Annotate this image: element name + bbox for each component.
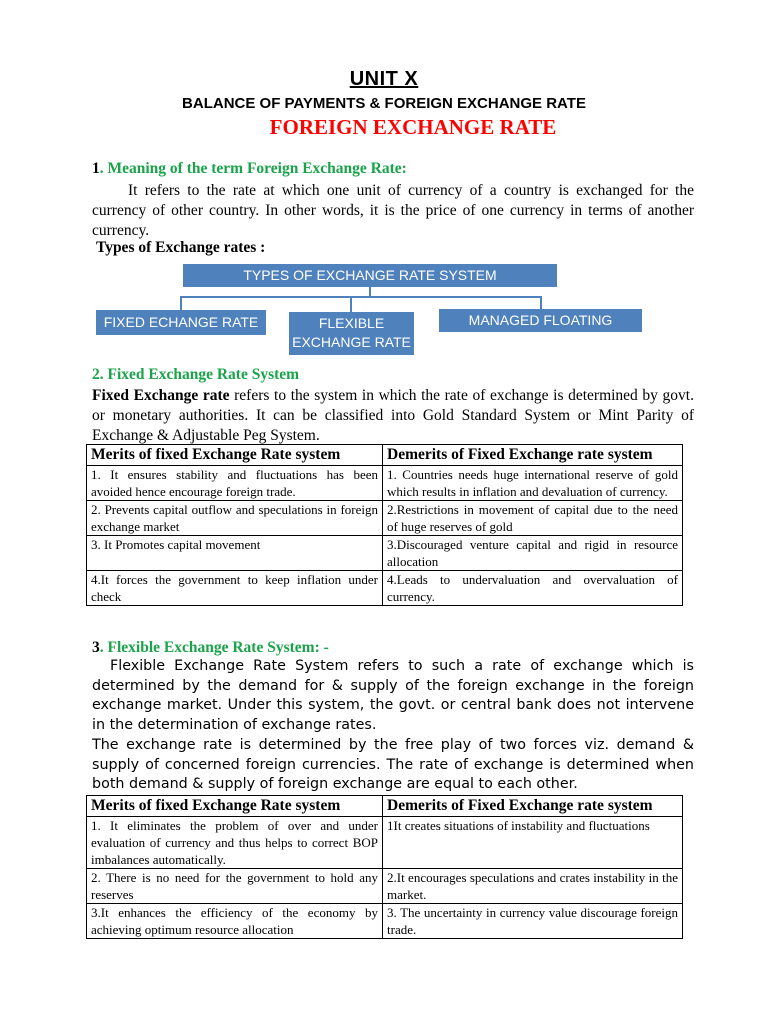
diagram-root-box: TYPES OF EXCHANGE RATE SYSTEM — [183, 264, 557, 287]
table-row — [87, 501, 683, 536]
table-header-merits: Merits of fixed Exchange Rate system — [87, 445, 383, 466]
table-header-demerits: Demerits of Fixed Exchange rate system — [383, 445, 683, 466]
demerit-cell: 3. The uncertainty in currency value discourage foreign trade. — [383, 904, 683, 939]
section-3-heading-text: . Flexible Exchange Rate System: - — [99, 639, 329, 656]
table-row — [87, 466, 683, 501]
section-1-heading — [92, 160, 407, 178]
section-title-red: FOREIGN EXCHANGE RATE — [269, 115, 557, 139]
section-1-paragraph: It refers to the rate at which one unit of currency of a country is exchanged for the currency of other country. In other words, it is the price of one currency in terms of another currency. — [92, 182, 694, 239]
section-2-heading: 2. Fixed Exchange Rate System — [92, 366, 300, 383]
unit-title: UNIT X — [349, 68, 419, 90]
table-row — [87, 571, 683, 606]
table-row — [87, 904, 683, 939]
section-2-lead: Fixed Exchange rate — [92, 387, 230, 404]
diagram-flexible-box: FLEXIBLE EXCHANGE RATE — [289, 312, 414, 355]
table-row — [87, 536, 683, 571]
diagram-fixed-box: FIXED ECHANGE RATE — [96, 310, 266, 335]
section-3-paragraph-2: The exchange rate is determined by the free play of two forces viz. demand & supply of concerned foreign currencies. The rate of exchange is determined when both demand & supply of foreign exchange are equal to each other. — [92, 737, 694, 793]
demerit-cell: 2.Restrictions in movement of capital due to the need of huge reserves of gold — [383, 501, 683, 536]
document-subtitle: BALANCE OF PAYMENTS & FOREIGN EXCHANGE RATE — [182, 95, 586, 112]
flexible-rate-merits-table — [86, 795, 683, 939]
fixed-rate-merits-table — [86, 444, 683, 606]
table-header-merits: Merits of fixed Exchange Rate system — [87, 796, 383, 817]
table-header-row — [87, 796, 683, 817]
demerit-cell: 1It creates situations of instability and fluctuations — [383, 817, 683, 869]
section-2-text: refers to the system in which the rate of exchange is determined by govt. or monetary authorities. It can be classified into Gold Standard System or Mint Parity of Exchange & Adjustable Peg System. — [92, 387, 694, 444]
merit-cell: 4.It forces the government to keep inflation under check — [87, 571, 383, 606]
merit-cell: 3. It Promotes capital movement — [87, 536, 383, 571]
section-3-number: 3 — [92, 639, 100, 656]
diagram-managed-box: MANAGED FLOATING — [439, 309, 642, 332]
types-label: Types of Exchange rates : — [96, 239, 266, 256]
merit-cell: 2. There is no need for the government to hold any reserves — [87, 869, 383, 904]
diagram-connector-right — [540, 296, 542, 309]
demerit-cell: 2.It encourages speculations and crates instability in the market. — [383, 869, 683, 904]
diagram-connector-middle — [350, 296, 352, 312]
demerit-cell: 3.Discouraged venture capital and rigid in resource allocation — [383, 536, 683, 571]
merit-cell: 1. It ensures stability and fluctuations has been avoided hence encourage foreign trade. — [87, 466, 383, 501]
table-row — [87, 817, 683, 869]
merit-cell: 3.It enhances the efficiency of the economy by achieving optimum resource allocation — [87, 904, 383, 939]
section-2-paragraph — [92, 386, 694, 446]
section-3-paragraph-1: Flexible Exchange Rate System refers to such a rate of exchange which is determined by the demand for & supply of the foreign exchange in the foreign exchange market. Under this system, the govt. or central bank does not intervene in the determination of exchange rates. — [92, 658, 694, 733]
table-row — [87, 869, 683, 904]
merit-cell: 1. It eliminates the problem of over and under evaluation of currency and thus helps to correct BOP imbalances automatically. — [87, 817, 383, 869]
table-header-demerits: Demerits of Fixed Exchange rate system — [383, 796, 683, 817]
section-1-heading-text: . Meaning of the term Foreign Exchange Rate: — [99, 160, 407, 177]
merit-cell: 2. Prevents capital outflow and speculations in foreign exchange market — [87, 501, 383, 536]
demerit-cell: 4.Leads to undervaluation and overvaluation of currency. — [383, 571, 683, 606]
section-3-heading — [92, 639, 329, 657]
diagram-connector-left — [180, 296, 182, 310]
section-1-number: 1 — [92, 160, 100, 177]
table-header-row — [87, 445, 683, 466]
diagram-connector-bar — [180, 296, 542, 298]
demerit-cell: 1. Countries needs huge international reserve of gold which results in inflation and devaluation of currency. — [383, 466, 683, 501]
